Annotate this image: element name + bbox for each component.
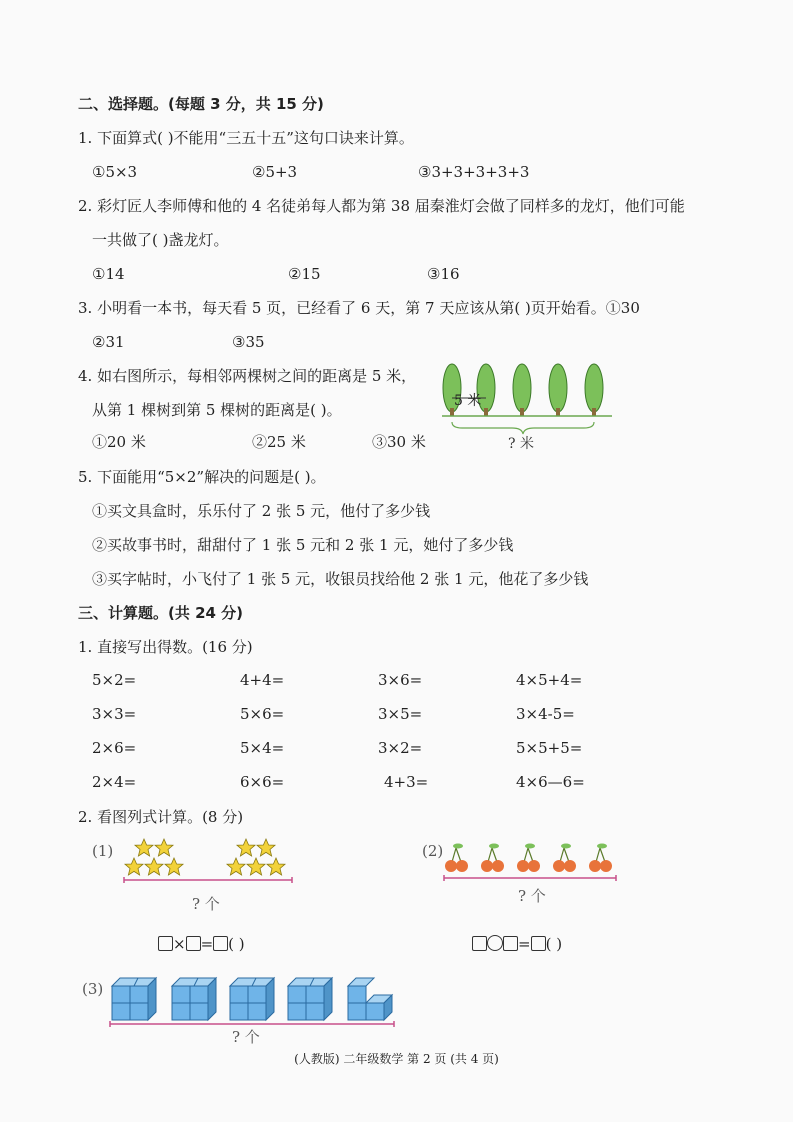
calc-r2c1: 3×3= [92,705,137,723]
calc-r2c4: 3×4-5= [516,705,575,723]
cherry-pair-icon [445,844,468,873]
picture-1-equation: × = ( ) [158,935,245,953]
q5-stem: 5. 下面能用“5×2”解决的问题是( )。 [78,468,326,486]
picture-2-equation: = ( ) [472,935,562,953]
picture-1-label: (1) [92,842,114,860]
star-group-left-icon [125,839,183,875]
q4-line2: 从第 1 棵树到第 5 棵树的距离是( )。 [92,401,342,419]
q1-option-2: ②5+3 [252,163,298,181]
q1-option-3: ③3+3+3+3+3 [418,163,530,181]
distance-label: 5 米 [454,393,482,409]
calc-r3c1: 2×6= [92,739,137,757]
cube-block-partial-icon [348,978,392,1020]
calc-r4c3: 4+3= [384,773,429,791]
q2-line1: 2. 彩灯匠人李师傅和他的 4 名徒弟每人都为第 38 届秦淮灯会做了同样多的龙灯，他们可能 [78,197,685,215]
answer-box[interactable] [531,936,546,951]
q3-option-2: ②31 [92,333,125,351]
q2-option-1: ①14 [92,265,125,283]
cherry-pair-icon [589,844,612,873]
cherry-pair-icon [481,844,504,873]
tree-3-icon [513,364,531,416]
calc-r1c1: 5×2= [92,671,137,689]
q4-option-1: ①20 米 [92,433,146,451]
cube-block-icon [230,978,274,1020]
answer-box[interactable] [186,936,201,951]
q5-option-3: ③买字帖时，小飞付了 1 张 5 元，收银员找给他 2 张 1 元，他花了多少钱 [92,570,589,588]
q1-option-1: ①5×3 [92,163,138,181]
q4-option-2: ②25 米 [252,433,306,451]
q2-option-2: ②15 [288,265,321,283]
section3-heading: 三、计算题。(共 24 分) [78,604,244,622]
total-distance-label: ? 米 [508,436,534,452]
tree-4-icon [549,364,567,416]
star-group-right-icon [227,839,285,875]
cube-block-icon [288,978,332,1020]
calc-q1-stem: 1. 直接写出得数。(16 分) [78,638,253,656]
operator-circle[interactable] [487,935,503,951]
q3-option-3: ③35 [232,333,265,351]
answer-box[interactable] [158,936,173,951]
answer-box[interactable] [213,936,228,951]
answer-box[interactable] [503,936,518,951]
calc-r3c3: 3×2= [378,739,423,757]
picture-1-unit: ? 个 [192,895,220,913]
calc-r4c1: 2×4= [92,773,137,791]
q4-line1: 4. 如右图所示，每相邻两棵树之间的距离是 5 米， [78,367,417,385]
picture-2-unit: ? 个 [518,887,546,905]
trees-figure [432,360,622,456]
q5-option-2: ②买故事书时，甜甜付了 1 张 5 元和 2 张 1 元，她付了多少钱 [92,536,514,554]
calc-r4c4: 4×6—6= [516,773,585,791]
calc-r1c2: 4+4= [240,671,285,689]
calc-r1c4: 4×5+4= [516,671,583,689]
cherries-figure [442,840,622,886]
q2-option-3: ③16 [427,265,460,283]
section2-heading: 二、选择题。(每题 3 分，共 15 分) [78,95,324,113]
answer-box[interactable] [472,936,487,951]
cubes-figure [108,972,398,1030]
calc-r4c2: 6×6= [240,773,285,791]
picture-3-label: (3) [82,980,104,998]
q1-stem: 1. 下面算式( )不能用“三五十五”这句口诀来计算。 [78,129,414,147]
q4-option-3: ③30 米 [372,433,426,451]
q3-line1: 3. 小明看一本书，每天看 5 页，已经看了 6 天，第 7 天应该从第( )页开始看。①30 [78,299,640,317]
stars-figure [118,835,298,895]
cube-block-icon [112,978,156,1020]
calc-r3c4: 5×5+5= [516,739,583,757]
cherry-pair-icon [553,844,576,873]
picture-2-label: (2) [422,842,444,860]
tree-5-icon [585,364,603,416]
q5-option-1: ①买文具盒时，乐乐付了 2 张 5 元，他付了多少钱 [92,502,431,520]
cherry-pair-icon [517,844,540,873]
picture-3-unit: ? 个 [232,1028,260,1046]
calc-q2-stem: 2. 看图列式计算。(8 分) [78,808,244,826]
cube-block-icon [172,978,216,1020]
calc-r3c2: 5×4= [240,739,285,757]
calc-r2c2: 5×6= [240,705,285,723]
q2-line2: 一共做了( )盏龙灯。 [92,231,229,249]
calc-r2c3: 3×5= [378,705,423,723]
page-footer: (人教版) 二年级数学 第 2 页 (共 4 页) [294,1052,499,1066]
calc-r1c3: 3×6= [378,671,423,689]
